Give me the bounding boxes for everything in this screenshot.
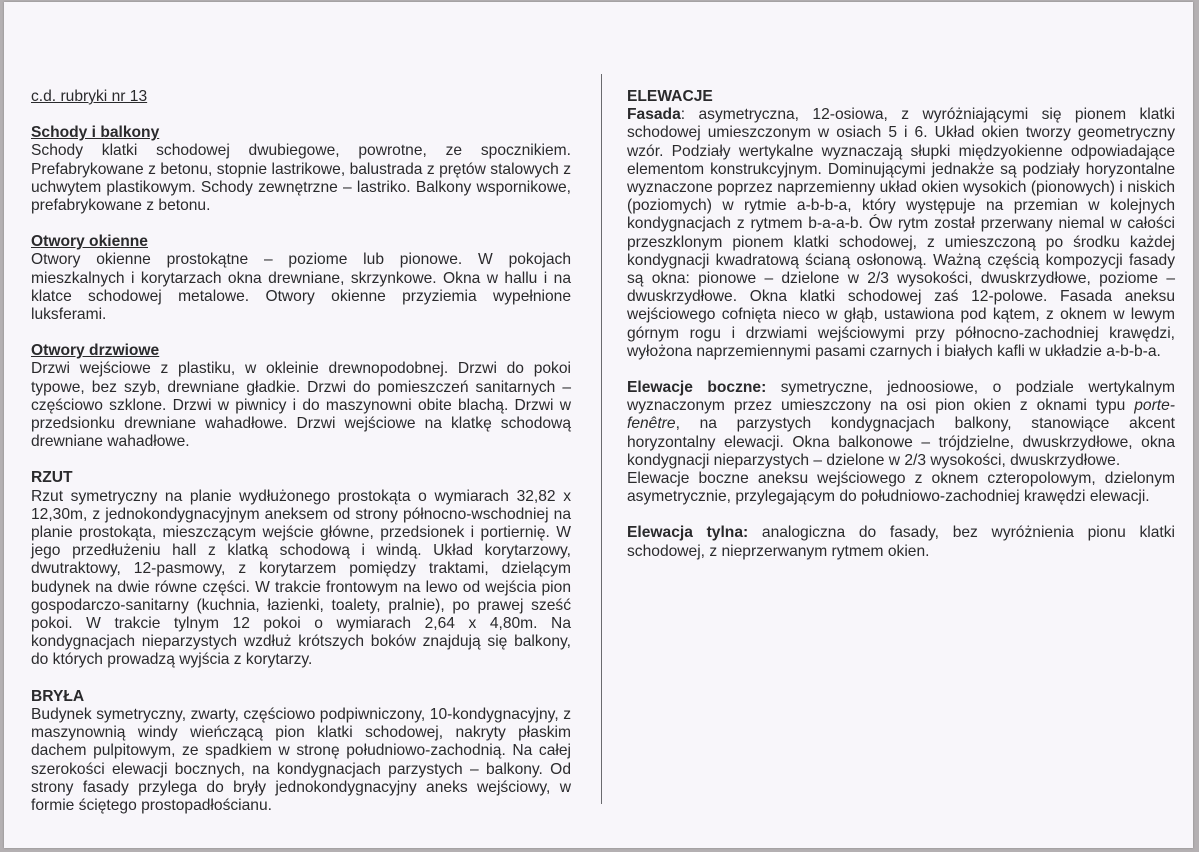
rear-elevation-paragraph [627, 524, 1175, 560]
section-text-stairs: Schody klatki schodowej dwubiegowe, powrotne, ze spocznikiem. Prefabrykowane z betonu, stopnie lastrikowe, balustrada z prętów stalowych z uchwytem plastikowym. Schody zewnętrzne – lastriko. Balkony wspornikowe, prefabrykowane z betonu. [31, 142, 571, 215]
section-text-plan: Rzut symetryczny na planie wydłużonego prostokąta o wymiarach 32,82 x 12,30m, z jednokondygnacyjnym aneksem od strony północno-wschodniej na planie prostokąta, mieszczącym wejście główne, przedsionek i portiernię. W jego przedłużeniu hall z klatką schodową i windą. Układ korytarzowy, dwutraktowy, 12-pasmowy, z korytarzem pomiędzy traktami, dzielącym budynek na dwie równe części. W trakcie frontowym na lewo od wejścia pion gospodarczo-sanitarny (kuchnia, łazienki, toalety, pralnie), po prawej sześć pokoi. W trakcie tylnym 12 pokoi o wymiarach 2,64 x 4,80m. Na kondygnacjach nieparzystych wzdłuż krótszych boków znajdują się balkony, do których prowadzą wyjścia z korytarzy. [31, 487, 571, 669]
rear-elevation-label: Elewacja tylna: [627, 524, 749, 542]
column-divider [601, 74, 602, 804]
side-elevations-paragraph [627, 379, 1175, 470]
rear-elevation-text: analogiczna do fasady, bez wyróżnienia pionu klatki schodowej, z nieprzerwanym rytmem okien. [627, 524, 1175, 560]
side-elevations-label: Elewacje boczne: [627, 379, 767, 397]
document-page [4, 2, 1193, 848]
side-elevations-text-continued: , na parzystych kondygnacjach balkony, stanowiące akcent horyzontalny elewacji. Okna balkonowe – trójdzielne, dwuskrzydłowe, okna kondygnacji nieparzystych – dzielone w 2/3 wysokości, dwuskrzydłowe. [627, 415, 1175, 469]
facade-paragraph [627, 106, 1175, 361]
section-door-openings [31, 342, 571, 451]
right-column [627, 88, 1175, 561]
facade-text: : asymetryczna, 12-osiowa, z wyróżniającymi się pionem klatki schodowej umieszczonym w osiach 5 i 6. Układ okien tworzy geometryczny wzór. Podziały wertykalne wyznaczają słupki międzyokienne odpowiadające elementom konstrukcyjnym. Dominującymi jednakże są podziały horyzontalne wyznaczone poprzez naprzemienny układ okien wysokich (pionowych) i niskich (poziomych) w rytmie a-b-b-a, który występuje na przemian w kolejnych kondygnacjach z rytmem b-a-a-b. Ów rytm został przerwany niemal w całości przeszklonym pionem klatki schodowej, z umieszczoną po środku każdej kondygnacji kwadratową ścianą osłonową. Ważną częścią kompozycji fasady są okna: pionowe – dzielone w 2/3 wysokości, dwuskrzydłowe, poziome – dwuskrzydłowe. Okna klatki schodowej zaś 12-polowe. Fasada aneksu wejściowego cofnięta nieco w głąb, ustawiona pod kątem, z oknem w lewym górnym rogu i drzwiami wejściowymi przy północno-zachodniej krawędzi, wyłożona naprzemiennymi pasami czarnych i białych kafli w układzie a-b-b-a. [627, 106, 1175, 360]
section-window-openings [31, 233, 571, 324]
facade-label: Fasada [627, 106, 681, 124]
side-elevations-italic-term: porte-fenêtre [627, 397, 1175, 433]
rubric-reference: c.d. rubryki nr 13 [31, 88, 148, 105]
annex-side-elevations-paragraph: Elewacje boczne aneksu wejściowego z oknem czteropolowym, dzielonym asymetrycznie, przylegającym do południowo-zachodniej krawędzi elewacji. [627, 470, 1175, 506]
section-heading-massing: BRYŁA [31, 687, 85, 705]
section-text-windows: Otwory okienne prostokątne – poziome lub pionowe. W pokojach mieszkalnych i korytarzach okna drewniane, skrzynkowe. Okna w hallu i na klatce schodowej metalowe. Otwory okienne przyziemia wypełnione luksferami. [31, 251, 571, 324]
section-heading-doors: Otwory drzwiowe [31, 342, 160, 360]
section-plan [31, 469, 571, 669]
side-elevations-text: symetryczne, jednoosiowe, o podziale wertykalnym wyznaczonym przez umieszczony na osi pion okien z oknami typu [627, 379, 1175, 415]
section-text-massing: Budynek symetryczny, zwarty, częściowo podpiwniczony, 10-kondygnacyjny, z maszynownią windy wieńczącą pion klatki schodowej, nakryty płaskim dachem pulpitowym, ze spadkiem w stronę południowo-zachodnią. Na całej szerokości elewacji bocznych, na kondygnacjach parzystych – balkony. Od strony fasady przylega do bryły jednokondygnacyjny aneks wejściowy, w formie ściętego prostopadłościanu. [31, 705, 571, 814]
section-heading-plan: RZUT [31, 469, 73, 487]
section-heading-elevations: ELEWACJE [627, 88, 713, 105]
section-heading-windows: Otwory okienne [31, 233, 148, 251]
section-text-doors: Drzwi wejściowe z plastiku, w okleinie drewnopodobnej. Drzwi do pokoi typowe, bez szyb, drewniane gładkie. Drzwi do pomieszczeń sanitarnych – częściowo szklone. Drzwi w piwnicy i do maszynowni obite blachą. Drzwi w przedsionku drewniane wahadłowe. Drzwi wejściowe na klatkę schodową drewniane wahadłowe. [31, 360, 571, 451]
section-massing [31, 688, 571, 815]
left-column [31, 88, 571, 815]
section-stairs-balconies [31, 124, 571, 215]
section-heading-stairs: Schody i balkony [31, 124, 160, 142]
